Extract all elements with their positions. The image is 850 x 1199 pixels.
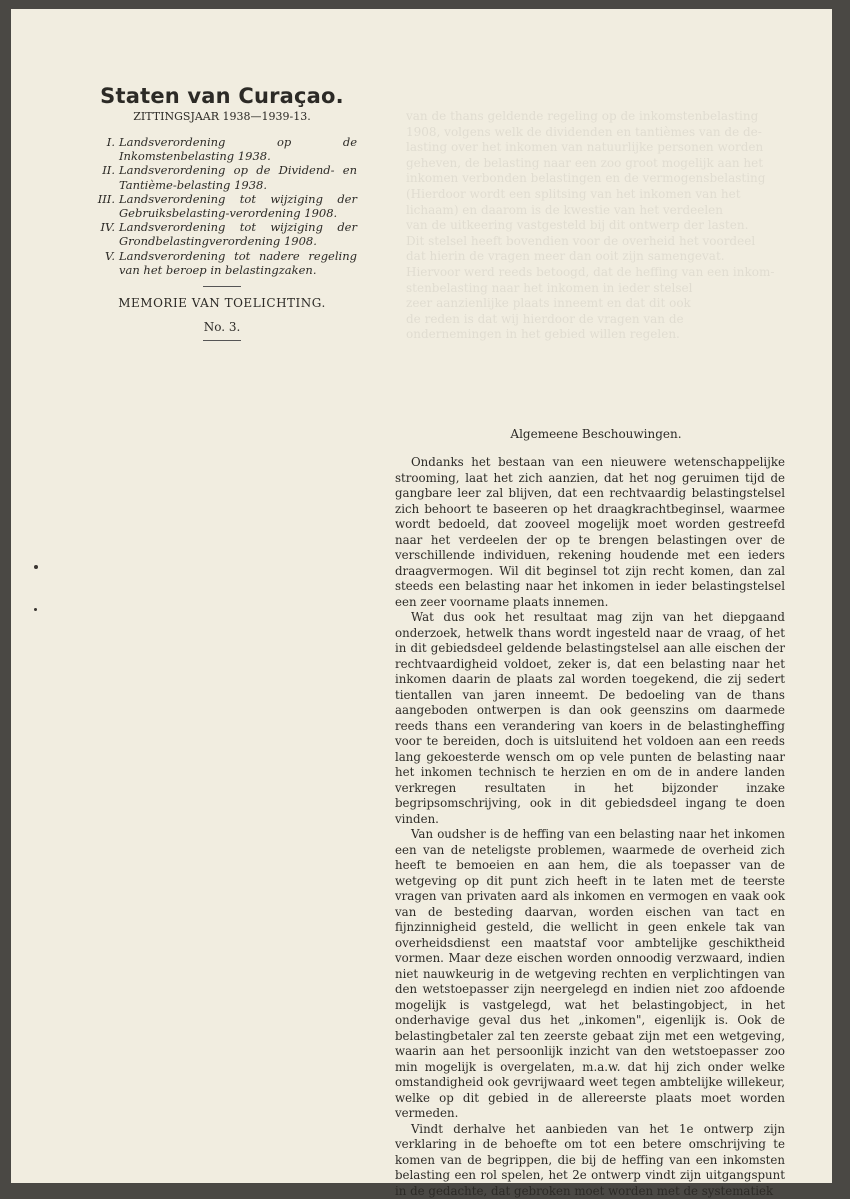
list-item [87,163,357,191]
punch-mark [34,565,38,569]
paragraph: Van oudsher is de heffing van een belasting naar het inkomen een van de neteligste problemen, waarmede de overheid zich heeft te bemoeien en aan hem, die als toepasser van de wetgeving op dit punt zich heeft in te laten met de teerste vragen van privaten aard als inkomen en vermogen en vaak ook van de besteding daarvan, worden eischen van tact en fijnzinnigheid gesteld, die wellicht in geen enkele tak van overheidsdienst een maatstaf voor ambtelijke geschiktheid vormen. Maar deze eischen worden onnoodig verzwaard, indien niet nauwkeurig in de wetgeving rechten en verplichtingen van den wetstoepasser zijn neergelegd en indien niet zoo afdoende mogelijk is vastgelegd, wat het belastingobject, in het onderhavige geval dus het „inkomen", eigenlijk is. Ook de belastingbetaler zal ten zeerste gebaat zijn met een wetgeving, waarin aan het persoonlijk inzicht van den wetstoepasser zoo min mogelijk is overgelaten, m.a.w. dat hij zich onder welke omstandigheid ook gevrijwaard weet tegen ambtelijke willekeur, welke op dit gebied in de allereerste plaats moet worden vermeden. [395,827,785,1122]
item-number: I. [87,135,119,163]
paragraph: Ondanks het bestaan van een nieuwere wetenschappelijke strooming, laat het zich aanzien, dat het nog geruimen tijd de gangbare leer zal blijven, dat een rechtvaardig belastingstelsel zich behoort te baseeren op het draagkrachtbeginsel, waarmee wordt bedoeld, dat zooveel mogelijk moet worden gestreefd naar het verdeelen der op te brengen belastingen over de verschillende individuen, rekening houdende met een ieders draagvermogen. Wil dit beginsel tot zijn recht komen, dan zal steeds een belasting naar het inkomen in ieder belastingstelsel een zeer voorname plaats innemen. [395,455,785,610]
item-text: Landsverordening op de Inkomstenbelasting 1938. [119,135,357,163]
divider [203,340,241,341]
item-text: Landsverordening tot nadere regeling van het beroep in belastingzaken. [119,249,357,277]
section-heading: Algemeene Beschouwingen. [407,427,785,441]
punch-mark [34,608,37,611]
item-text: Landsverordening op de Dividend- en Tantième-belasting 1938. [119,163,357,191]
list-item [87,220,357,248]
list-item [87,135,357,163]
ordinance-list [87,135,357,277]
item-text: Landsverordening tot wijziging der Grondbelastingverordening 1908. [119,220,357,248]
item-number: III. [87,192,119,220]
list-item [87,249,357,277]
header-block [87,84,357,341]
divider [203,286,241,287]
item-text: Landsverordening tot wijziging der Gebruiksbelasting-verordening 1908. [119,192,357,220]
paragraph: Wat dus ook het resultaat mag zijn van het diepgaand onderzoek, hetwelk thans wordt ingesteld naar de vraag, of het in dit gebiedsdeel geldende belastingstelsel aan alle eischen der rechtvaardigheid voldoet, zeker is, dat een belasting naar het inkomen daarin de plaats zal worden toegekend, die zij sedert tientallen van jaren inneemt. De bedoeling van de thans aangeboden ontwerpen is dan ook geenszins om daarmede reeds thans een verandering van koers in de belastingheffing voor te bereiden, doch is uitsluitend het voldoen aan een reeds lang gekoesterde wensch om op vele punten de belasting naar het inkomen technisch te herzien en om de in andere landen verkregen resultaten in het bijzonder inzake begripsomschrijving, ook in dit gebiedsdeel ingang te doen vinden. [395,610,785,827]
item-number: V. [87,249,119,277]
item-number: II. [87,163,119,191]
document-number: No. 3. [87,320,357,334]
session-year: ZITTINGSJAAR 1938—1939-13. [87,110,357,123]
item-number: IV. [87,220,119,248]
body-column [395,427,785,1199]
paragraph: Vindt derhalve het aanbieden van het 1e ontwerp zijn verklaring in de behoefte om tot een betere omschrijving te komen van de begrippen, die bij de heffing van een inkomsten belasting een rol spelen, het 2e ontwerp vindt zijn uitgangspunt in de gedachte, dat gebroken moet worden met de systematiek [395,1122,785,1199]
list-item [87,192,357,220]
bleed-through-text: van de thans geldende regeling op de inkomstenbelasting 1908, volgens welk de dividenden en tantièmes van de de- lasting over het inkomen van natuurlijke personen worden geheven, de belasting naar een zoo groot mogelijk aan het inkomen verbonden belastingen en de vermogensbelasting (Hierdoor wordt een splitsing van het inkomen van het lichaam) en daarom is de kwestie van het verdeelen van de uitkeering vastgesteld bij dit ontwerp der lasten. Dit stelsel heeft bovendien voor de overheid het voordeel dat hierin de vragen meer dan ooit zijn samengevat. Hiervoor werd reeds betoogd, dat de heffing van een inkom- stenbelasting naar het inkomen in ieder stelsel zeer aanzienlijke plaats inneemt en dat dit ook de reden is dat wij hierdoor de vragen van de ondernemingen in het gebied willen regelen. [406,109,806,343]
page-title: Staten van Curaçao. [87,84,357,108]
memorie-heading: MEMORIE VAN TOELICHTING. [87,296,357,310]
document-page [11,9,832,1183]
